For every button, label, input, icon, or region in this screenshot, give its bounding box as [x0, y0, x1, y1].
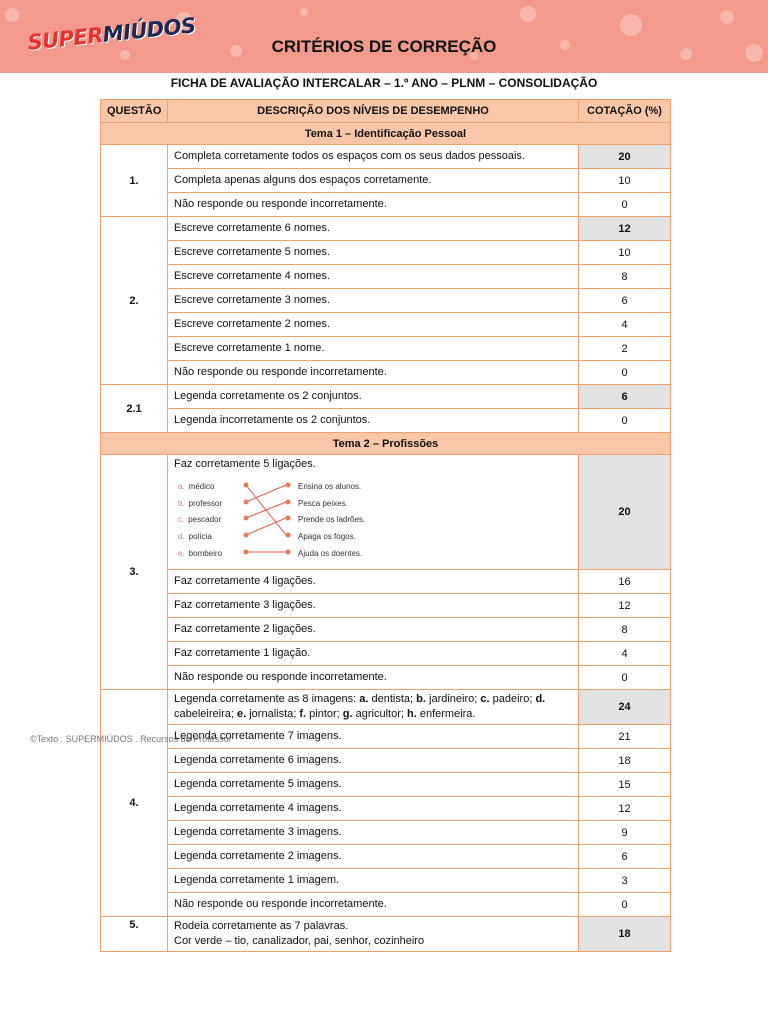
q5-line-1: Rodeia corretamente as 7 palavras.	[174, 920, 349, 932]
matching-exercise-image	[174, 476, 374, 566]
table-row-desc: Não responde ou responde incorretamente.	[168, 361, 579, 385]
table-row-score: 0	[579, 666, 671, 690]
table-row-desc: Legenda corretamente 2 imagens.	[168, 845, 579, 869]
table-row-desc: Legenda corretamente 7 imagens.	[168, 725, 579, 749]
table-row-desc: Legenda corretamente 5 imagens.	[168, 773, 579, 797]
table-row-desc: Legenda corretamente 4 imagens.	[168, 797, 579, 821]
tema-2-heading: Tema 2 – Profissões	[101, 433, 671, 455]
table-row-desc: Escreve corretamente 4 nomes.	[168, 265, 579, 289]
page-title: CRITÉRIOS DE CORREÇÃO	[271, 37, 497, 56]
header-cotacao: COTAÇÃO (%)	[579, 100, 671, 123]
table-row-desc: Legenda corretamente 6 imagens.	[168, 749, 579, 773]
table-row-score: 20	[579, 455, 671, 570]
table-row-score: 12	[579, 797, 671, 821]
table-row-score: 6	[579, 289, 671, 313]
table-row-score: 12	[579, 217, 671, 241]
table-row-score: 9	[579, 821, 671, 845]
table-row-score: 10	[579, 241, 671, 265]
copyright-text: ©Texto . SUPERMIÚDOS . Recursos do Professor	[30, 734, 232, 744]
table-row-score: 6	[579, 845, 671, 869]
table-row-score: 15	[579, 773, 671, 797]
table-row-desc: Faz corretamente 4 ligações.	[168, 570, 579, 594]
question-3-first-desc-cell	[168, 455, 579, 570]
table-row-desc: Não responde ou responde incorretamente.	[168, 193, 579, 217]
question-3-label: 3.	[101, 455, 168, 690]
table-row-desc: Faz corretamente 1 ligação.	[168, 642, 579, 666]
table-row-score: 24	[579, 690, 671, 725]
table-row-desc: Legenda corretamente 1 imagem.	[168, 869, 579, 893]
table-row-desc: Escreve corretamente 2 nomes.	[168, 313, 579, 337]
match-left-item: a. médico	[178, 482, 215, 491]
table-row-score: 0	[579, 193, 671, 217]
match-left-item: d. polícia	[178, 532, 212, 541]
table-row-score: 2	[579, 337, 671, 361]
logo-text-super: SUPER	[26, 23, 105, 55]
match-right-item: Ensina os alunos.	[298, 482, 362, 491]
criteria-table	[100, 99, 671, 952]
question-2-1-label: 2.1	[101, 385, 168, 433]
table-row-desc: Não responde ou responde incorretamente.	[168, 893, 579, 917]
table-row-desc: Legenda corretamente os 2 conjuntos.	[168, 385, 579, 409]
table-row-score: 20	[579, 145, 671, 169]
table-row-desc: Faz corretamente 2 ligações.	[168, 618, 579, 642]
match-right-item: Ajuda os doentes.	[298, 549, 363, 558]
table-row-desc: Completa apenas alguns dos espaços corretamente.	[168, 169, 579, 193]
header-questao: QUESTÃO	[101, 100, 168, 123]
match-right-item: Pesca peixes.	[298, 499, 348, 508]
match-left-item: b. professor	[178, 499, 223, 508]
table-row-score: 21	[579, 725, 671, 749]
question-2-label: 2.	[101, 217, 168, 385]
table-row-desc: Legenda corretamente as 8 imagens: a. dentista; b. jardineiro; c. padeiro; d. cabeleireira; e. jornalista; f. pintor; g. agricultor; h. enfermeira.	[168, 690, 579, 725]
table-row-desc: Não responde ou responde incorretamente.	[168, 666, 579, 690]
table-row-score: 12	[579, 594, 671, 618]
table-row-desc: Legenda corretamente 3 imagens.	[168, 821, 579, 845]
table-row-score: 4	[579, 313, 671, 337]
table-row-desc	[168, 917, 579, 952]
table-row-score: 4	[579, 642, 671, 666]
table-row-score: 18	[579, 917, 671, 952]
table-row-desc: Legenda incorretamente os 2 conjuntos.	[168, 409, 579, 433]
table-row-score: 3	[579, 869, 671, 893]
document-subtitle: FICHA DE AVALIAÇÃO INTERCALAR – 1.º ANO – PLNM – CONSOLIDAÇÃO	[170, 76, 598, 90]
match-left-item: e. bombeiro	[178, 549, 223, 558]
logo-text-miudos: MIÚDOS	[101, 13, 197, 47]
question-4-label: 4.	[101, 690, 168, 917]
match-left-item: c. pescador	[178, 515, 222, 524]
question-1-label: 1.	[101, 145, 168, 217]
table-row-score: 18	[579, 749, 671, 773]
match-right-item: Apaga os fogos.	[298, 532, 356, 541]
table-row-score: 10	[579, 169, 671, 193]
table-row-desc: Faz corretamente 5 ligações.	[174, 458, 316, 470]
table-row-score: 8	[579, 265, 671, 289]
header-descricao: DESCRIÇÃO DOS NÍVEIS DE DESEMPENHO	[168, 100, 579, 123]
table-row-desc: Escreve corretamente 5 nomes.	[168, 241, 579, 265]
table-row-score: 0	[579, 361, 671, 385]
table-row-score: 16	[579, 570, 671, 594]
table-row-score: 6	[579, 385, 671, 409]
table-row-desc: Escreve corretamente 3 nomes.	[168, 289, 579, 313]
table-row-score: 0	[579, 893, 671, 917]
tema-1-heading: Tema 1 – Identificação Pessoal	[101, 123, 671, 145]
table-row-desc: Faz corretamente 3 ligações.	[168, 594, 579, 618]
question-5-label: 5.	[101, 917, 168, 952]
table-row-desc: Completa corretamente todos os espaços com os seus dados pessoais.	[168, 145, 579, 169]
table-row-score: 8	[579, 618, 671, 642]
table-row-desc: Escreve corretamente 1 nome.	[168, 337, 579, 361]
match-right-item: Prende os ladrões.	[298, 515, 366, 524]
table-row-score: 0	[579, 409, 671, 433]
table-row-desc: Escreve corretamente 6 nomes.	[168, 217, 579, 241]
q5-line-2: Cor verde – tio, canalizador, pai, senhor, cozinheiro	[174, 935, 425, 947]
header-banner	[0, 0, 768, 73]
